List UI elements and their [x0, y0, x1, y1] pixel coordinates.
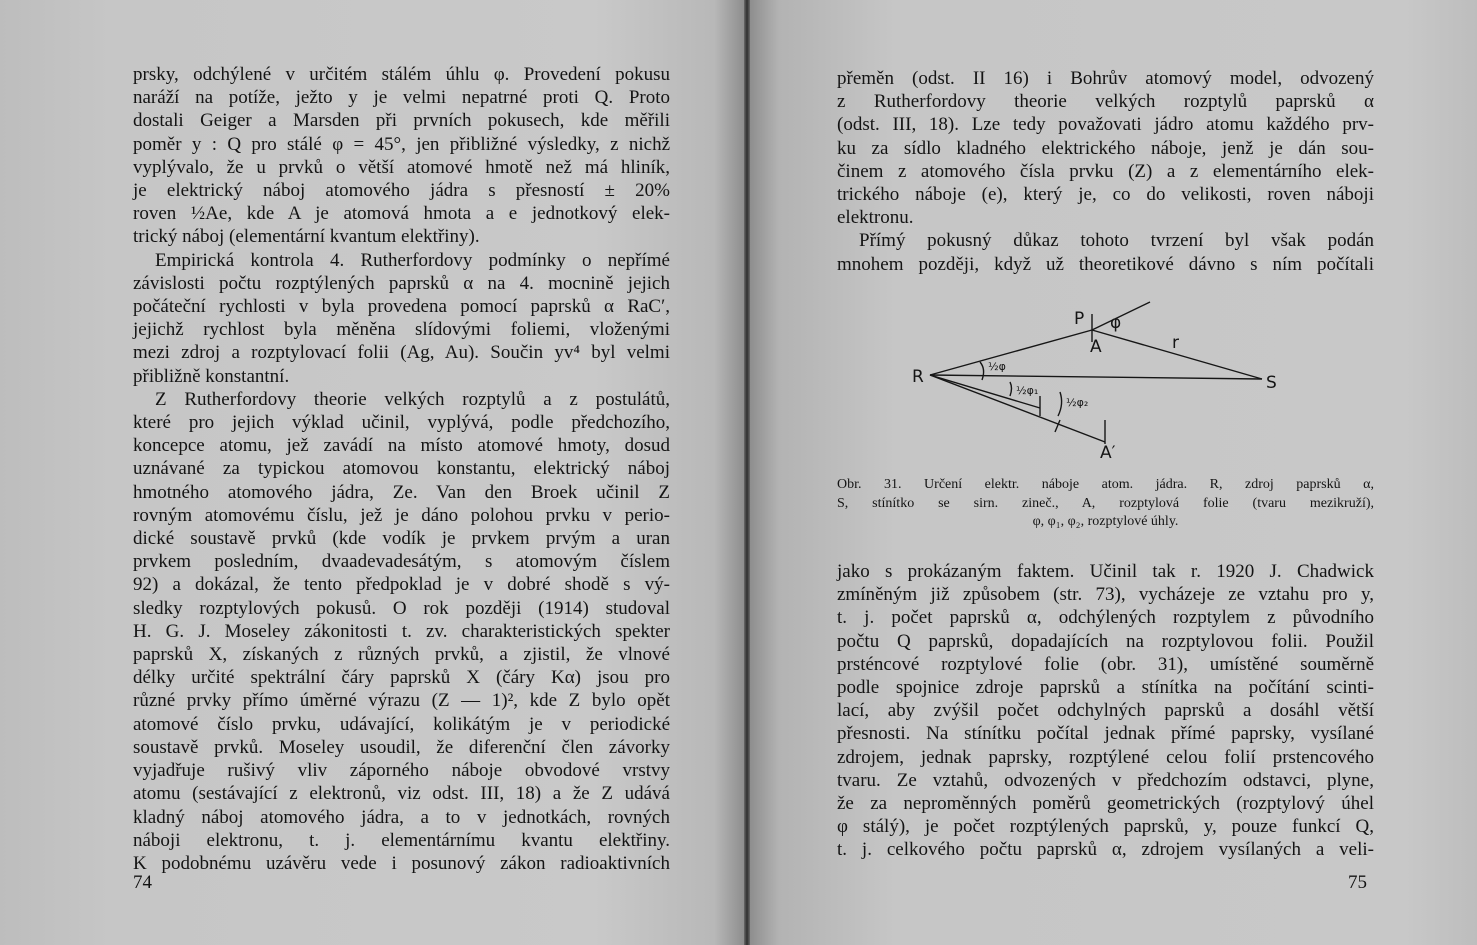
caption-line: S, stínítko se sirn. zineč., A, rozptylová folie (tvaru mezikruží),	[837, 495, 1374, 511]
angle-arc	[980, 362, 984, 380]
text-line: tvaru. Ze vztahů, odvozených v předchozím odstavci, plyne,	[837, 769, 1374, 791]
text-line: sledky rozptylových pokusů. O rok později (1914) studoval	[133, 597, 670, 619]
text-line: prsky, odchýlené v určitém stálém úhlu φ. Provedení pokusu	[133, 64, 670, 85]
text-line: roven ½Ae, kde A je atomová hmota a e jednotkový elek-	[133, 203, 670, 225]
text-line: podle spojnice zdroje paprsků a stínítka na počítání scinti-	[837, 677, 1374, 699]
text-line: atomu (sestávající z elektronů, viz odst. III, 18) a že Z udává	[133, 783, 670, 805]
figure-caption	[837, 476, 1374, 532]
label-A-prime: A′	[1100, 443, 1116, 462]
text-line: dické soustavě prvků (kde vodík je prvkem prvým a uran	[133, 528, 670, 550]
label-half-phi1: ½φ₁	[1016, 384, 1039, 397]
text-line: Empirická kontrola 4. Rutherfordovy podmínky o nepřímé	[155, 249, 670, 271]
text-line: koncepce atomu, jež zavádí na místo atomové hmoty, dosud	[133, 435, 670, 457]
label-r: r	[1172, 333, 1179, 353]
text-line: poměr y : Q pro stálé φ = 45°, jen přibližné výsledky, z nichž	[133, 133, 670, 155]
text-line: uznávané za typickou atomovou konstantu, elektrický náboj	[133, 458, 670, 480]
text-line: vyplývalo, že u prvků o větší atomové hmotě než má hliník,	[133, 156, 670, 178]
text-line: trického náboje (e), který je, co do velikosti, roven náboji	[837, 184, 1374, 206]
ray-r-to-s	[930, 375, 1262, 379]
text-line: Z Rutherfordovy theorie velkých rozptylů a z postulátů,	[155, 388, 670, 410]
label-half-phi: ½φ	[988, 360, 1006, 373]
text-line: ku za sídlo kladného elektrického náboje, jenž je dán sou-	[837, 137, 1374, 159]
text-line: přesnosti. Na stínítku počítal jednak přímé paprsky, vysílané	[837, 723, 1374, 745]
label-S: S	[1266, 373, 1277, 393]
text-line: jako s prokázaným faktem. Učinil tak r. 1920 J. Chadwick	[837, 561, 1374, 582]
text-line: přibližně konstantní.	[133, 365, 290, 387]
text-line: prvkem posledním, dvaadevadesátým, s atomovým číslem	[133, 551, 670, 573]
text-line: z Rutherfordovy theorie velkých rozptylů paprsků α	[837, 91, 1374, 113]
text-line: paprsků X, získaných z různých prvků, a zjistil, že vlnové	[133, 644, 670, 666]
text-line: kladný náboj atomového jádra, a to v jednotkách, rovných	[133, 806, 670, 828]
text-line: jejichž rychlost byla měněna slídovými foliemi, vloženými	[133, 319, 670, 341]
text-line: hmotného atomového jádra, Ze. Van den Broek učinil Z	[133, 481, 670, 503]
left-page-body	[133, 63, 670, 875]
page-number: 75	[1348, 872, 1367, 893]
angle-arc	[1010, 382, 1012, 396]
text-line: činem z atomového čísla prvku (Z) a z elementárního elek-	[837, 160, 1374, 182]
label-half-phi2: ½φ₂	[1066, 396, 1089, 409]
text-line: vyjadřuje rušivý vliv záporného náboje obvodové vrstvy	[133, 760, 670, 782]
text-line: že za neproměnných poměrů geometrických (rozptylový úhel	[837, 793, 1374, 815]
text-line: t. j. počet paprsků α, odchýlených rozptylem z původního	[837, 607, 1374, 629]
text-line: mnohem později, když už theoretikové dávno s ním počítali	[837, 253, 1374, 275]
ray-r-to-p	[930, 330, 1092, 375]
text-line: trický náboj (elementární kvantum elektřiny).	[133, 226, 480, 248]
text-line: 92) a dokázal, že tento předpoklad je v dobré shodě s vý-	[133, 574, 670, 596]
text-line: (odst. III, 18). Lze tedy považovati jádro atomu každého prv-	[837, 114, 1374, 136]
page-number: 74	[133, 872, 152, 893]
text-line: rovným atomovému číslu, jež je dáno polohou prvku v perio-	[133, 504, 670, 526]
text-line: přeměn (odst. II 16) i Bohrův atomový model, odvozený	[837, 68, 1374, 89]
text-line: lací, aby zvýšil počet odchylných paprsků a dosáhl větší	[837, 700, 1374, 722]
figure-31-diagram	[910, 292, 1310, 462]
right-page-body-bottom	[837, 560, 1374, 862]
arrow-line	[1055, 420, 1060, 432]
angle-arc	[1058, 392, 1062, 416]
text-line: počáteční rychlosti v byla provedena pomocí paprsků α RaC′,	[133, 296, 670, 318]
text-line: atomové číslo prvku, udávající, kolikátým je v periodické	[133, 713, 670, 735]
text-line: náboji elektronu, t. j. elementárnímu kvantu elektřiny.	[133, 829, 670, 851]
text-line: je elektrický náboj atomového jádra s přesností ± 20%	[133, 180, 670, 202]
scattering-diagram	[910, 292, 1310, 462]
text-line: mezi zdroj a rozptylovací folii (Ag, Au). Součin yv⁴ byl velmi	[133, 342, 670, 364]
text-line: zdrojem, jednak paprsky, rozptýlené celou folií prstencového	[837, 746, 1374, 768]
text-line: φ stálý), je počet rozptýlených paprsků, y, pouze funkcí Q,	[837, 816, 1374, 838]
caption-line: Obr. 31. Určení elektr. náboje atom. jádra. R, zdroj paprsků α,	[837, 477, 1374, 492]
text-line: různé prvky přímo úměrné výrazu (Z — 1)², kde Z bylo opět	[133, 690, 670, 712]
right-page-body-top	[837, 67, 1374, 276]
text-line: které pro jejich výklad učinil, vyplývá, podle předchozího,	[133, 412, 670, 434]
label-R: R	[912, 367, 924, 387]
text-line: t. j. celkového počtu paprsků α, zdrojem vysílaných a veli-	[837, 839, 1374, 861]
text-line: Přímý pokusný důkaz tohoto tvrzení byl však podán	[859, 230, 1374, 252]
text-line: zmíněným již způsobem (str. 73), vycházeje ze vztahu pro y,	[837, 584, 1374, 606]
text-line: H. G. J. Moseley zákonitosti t. zv. charakteristických spekter	[133, 620, 670, 642]
text-line: soustavě prvků. Moseley usoudil, že diferenční člen závorky	[133, 736, 670, 758]
text-line: dostali Geiger a Marsden při prvních pokusech, kde měřili	[133, 110, 670, 132]
label-A: A	[1090, 337, 1102, 357]
text-line: K podobnému uzávěru vede i posunový zákon radioaktivních	[133, 852, 670, 874]
text-line: závislosti počtu rozptýlených paprsků α na 4. mocnině jejich	[133, 272, 670, 294]
label-P: P	[1074, 309, 1085, 329]
text-line: délky určité spektrální čáry paprsků X (čáry Kα) jsou pro	[133, 667, 670, 689]
text-line: naráží na potíže, ježto y je velmi nepatrné proti Q. Proto	[133, 87, 670, 109]
text-line: počtu Q paprsků, dopadajících na rozptylovou folii. Použil	[837, 630, 1374, 652]
label-phi: φ	[1110, 313, 1122, 333]
text-line: prsténcové rozptylové folie (obr. 31), umístěné souměrně	[837, 653, 1374, 675]
caption-line: φ, φ₁, φ₂, rozptylové úhly.	[1032, 514, 1179, 529]
text-line: elektronu.	[837, 207, 914, 229]
right-page	[750, 0, 1477, 945]
